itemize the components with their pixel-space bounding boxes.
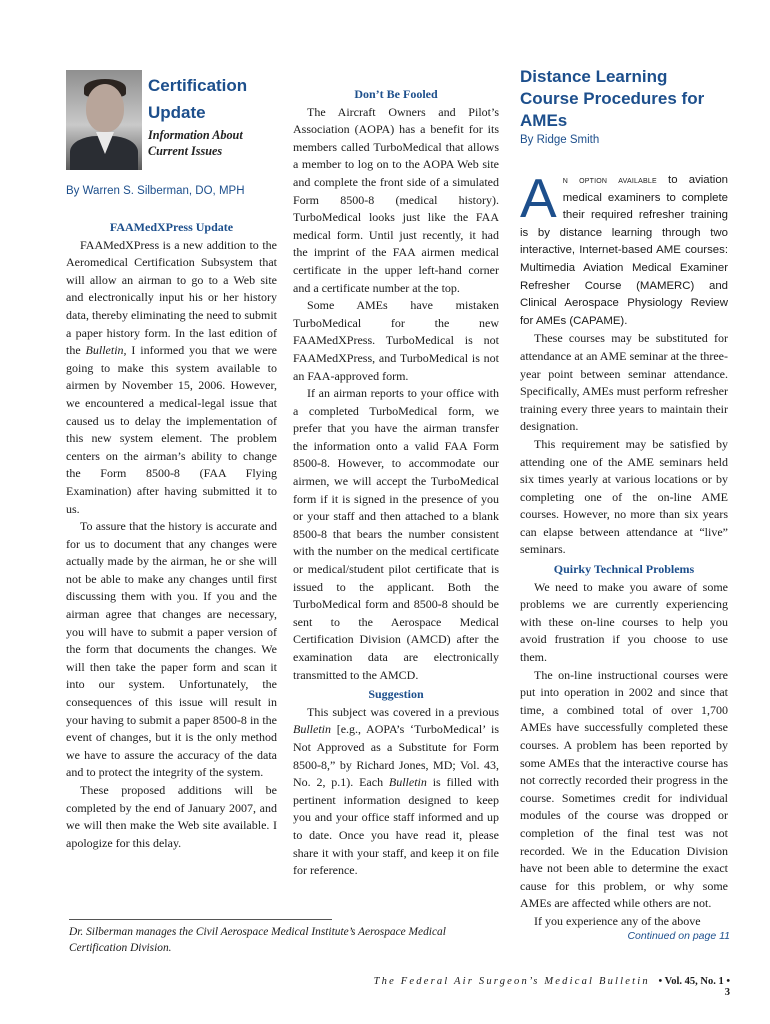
- text-run: to aviation medical examiners to complete their required refresher training is by distance learning through two interactive, Internet-based AME courses: Multimedia Aviation Medical Examiner Refresher Course (MAMERC) and Clinical Aerospace Physiology Review for AMEs (CAPAME).: [520, 174, 728, 327]
- page-footer: [360, 976, 730, 998]
- volume-issue: • Vol. 45, No. 1 •: [658, 976, 730, 987]
- text-run: FAAMedXPress is a new addition to the Aeromedical Certification Subsystem that will allow an airman to go to a Web site and electronically input his or her history data, thereby eliminating the need to submit a paper history form. In the last edition of the: [66, 237, 277, 358]
- paragraph: These proposed additions will be completed by the end of January 2007, and we will then make the Web site available. I apologize for this delay.: [66, 783, 277, 850]
- italic-bulletin: Bulletin: [293, 722, 331, 737]
- byline-silberman: By Warren S. Silberman, DO, MPH: [66, 185, 245, 197]
- paragraph: The Aircraft Owners and Pilot’s Association (AOPA) has a benefit for its members called TurboMedical that allows a member to log on to the AOPA Web site and complete the front side of a simulated Form 8500-8 (medical history). TurboMedical looks just like the FAA medical form. Until just recently, it had the imprint of the FAA airmen medical certificate in the upper left-hand corner and a certificate number at the top.: [293, 104, 499, 295]
- heading-faamedxpress-update: FAAMedXPress Update: [109, 220, 234, 234]
- footnote-rule: [69, 919, 332, 920]
- title-line-1: Certification: [148, 76, 248, 95]
- italic-bulletin: Bulletin: [388, 775, 427, 790]
- paragraph: This requirement may be satisfied by attending one of the AME seminars held six times yearly at various locations or by completing one of the on-line AME courses. However, no more than six years can elapse between attendance at “live” seminars.: [520, 436, 728, 557]
- column-right-body: [520, 167, 728, 931]
- column-middle-body: [293, 84, 499, 880]
- distance-learning-title: [520, 66, 735, 132]
- text-run: is filled with pertinent information designed to keep you and your office staff informed and up to date. Once you have read it, please share it with your staff, and keep it on file for reference.: [293, 775, 499, 878]
- paragraph: Some AMEs have mistaken TurboMedical for the new FAAMedXPress. TurboMedical is not FAAMedXPress, and TurboMedical is not an FAA-approved form.: [293, 298, 499, 383]
- paragraph: [293, 704, 499, 880]
- title-line-1: Distance Learning: [520, 67, 668, 86]
- title-line-2: Update: [148, 103, 206, 122]
- column-left-body: [66, 217, 277, 852]
- continued-note: Continued on page 11: [627, 930, 730, 942]
- byline-smith: By Ridge Smith: [520, 134, 600, 146]
- italic-bulletin: Bulletin,: [85, 343, 127, 358]
- text-run: This subject was covered in a previous: [307, 704, 499, 719]
- paragraph: We need to make you aware of some problems we are currently experiencing with these on-line courses to help you avoid frustration if you choose to use them.: [520, 579, 728, 665]
- lead-smallcaps: n option available: [562, 174, 657, 186]
- certification-update-subtitle: [148, 127, 278, 159]
- page-number: 3: [724, 987, 730, 998]
- heading-quirky-technical-problems: Quirky Technical Problems: [553, 562, 695, 577]
- author-photo: [66, 70, 142, 170]
- heading-dont-be-fooled: Don’t Be Fooled: [354, 87, 438, 101]
- certification-update-title: [148, 72, 278, 126]
- subtitle-line-1: Information About: [148, 128, 243, 142]
- subtitle-line-2: Current Issues: [148, 144, 223, 158]
- paragraph: If you experience any of the above: [534, 913, 701, 928]
- paragraph: These courses may be substituted for attendance at an AME seminar at the three-year point between seminar attendance. Specifically, AMEs must perform refresher training every three years to maintain their designation.: [520, 331, 728, 434]
- publication-name: The Federal Air Surgeon’s Medical Bulletin: [373, 976, 650, 987]
- lead-paragraph: [520, 167, 728, 330]
- drop-cap: A: [520, 167, 557, 229]
- text-run: I informed you that we were going to make this system available to airmen by November 15, 2006. However, we encountered a medical-legal issue that caused us to delay the implementation of this new system element. The problem centers on the airman’s ability to change the Form 8500-8 (FAA Flying Examination) after having submitted it to us.: [66, 343, 277, 516]
- paragraph: To assure that the history is accurate and for us to document that any changes were actually made by the airman, he or she will not be able to make any changes until first discussing them with you. If you and the airman agree that changes are necessary, you will have to submit a paper version of the form that documents the changes. We will then take the paper form and scan it into our system. Unfortunately, the consequences of this issue will result in your having to submit a paper 8500-8 in the event of changes, but it is the only method we have to assure the accuracy of the data and to protect the integrity of the system.: [66, 519, 277, 780]
- paragraph: If an airman reports to your office with a completed TurboMedical form, we prefer that you have the airman transfer the information onto a valid FAA Form 8500-8. However, to accommodate our airmen, we will accept the TurboMedical form if it is signed in the presence of you or your staff and then attached to a blank 8500-8 that bears the number consistent with the number on the medical certificate or medical/student pilot certificate that is issued to the applicant. Both the TurboMedical form and 8500-8 should be sent to the Aerospace Medical Certification Division (AMCD) after the examination data are electronically transmitted to the AMCD.: [293, 386, 499, 682]
- author-footnote: Dr. Silberman manages the Civil Aerospace Medical Institute’s Aerospace Medical Certification Division.: [69, 926, 446, 954]
- heading-suggestion: Suggestion: [368, 687, 424, 702]
- title-line-2: Course Procedures for: [520, 89, 705, 108]
- paragraph: The on-line instructional courses were put into operation in 2002 and since that time, a combined total of over 1,700 AMEs have successfully completed these courses. A problem has been reported by some AMEs that the interactive course has not correctly recorded their progress in the course. Sometimes credit for individual modules of the course was dropped or completion of the final test was not recorded. We in the Education Division have not been able to determine the exact cause for this problem, or why some AMEs are affected while others are not.: [520, 667, 728, 911]
- photo-face: [86, 84, 124, 132]
- paragraph: [66, 237, 277, 519]
- text-run: [e.g., AOPA’s ‘TurboMedical’ is Not Approved as a Substitute for Form 8500-8,” by Richard Jones, MD; Vol. 43, No. 2, p.1). Each: [293, 722, 499, 790]
- title-line-3: AMEs: [520, 111, 568, 130]
